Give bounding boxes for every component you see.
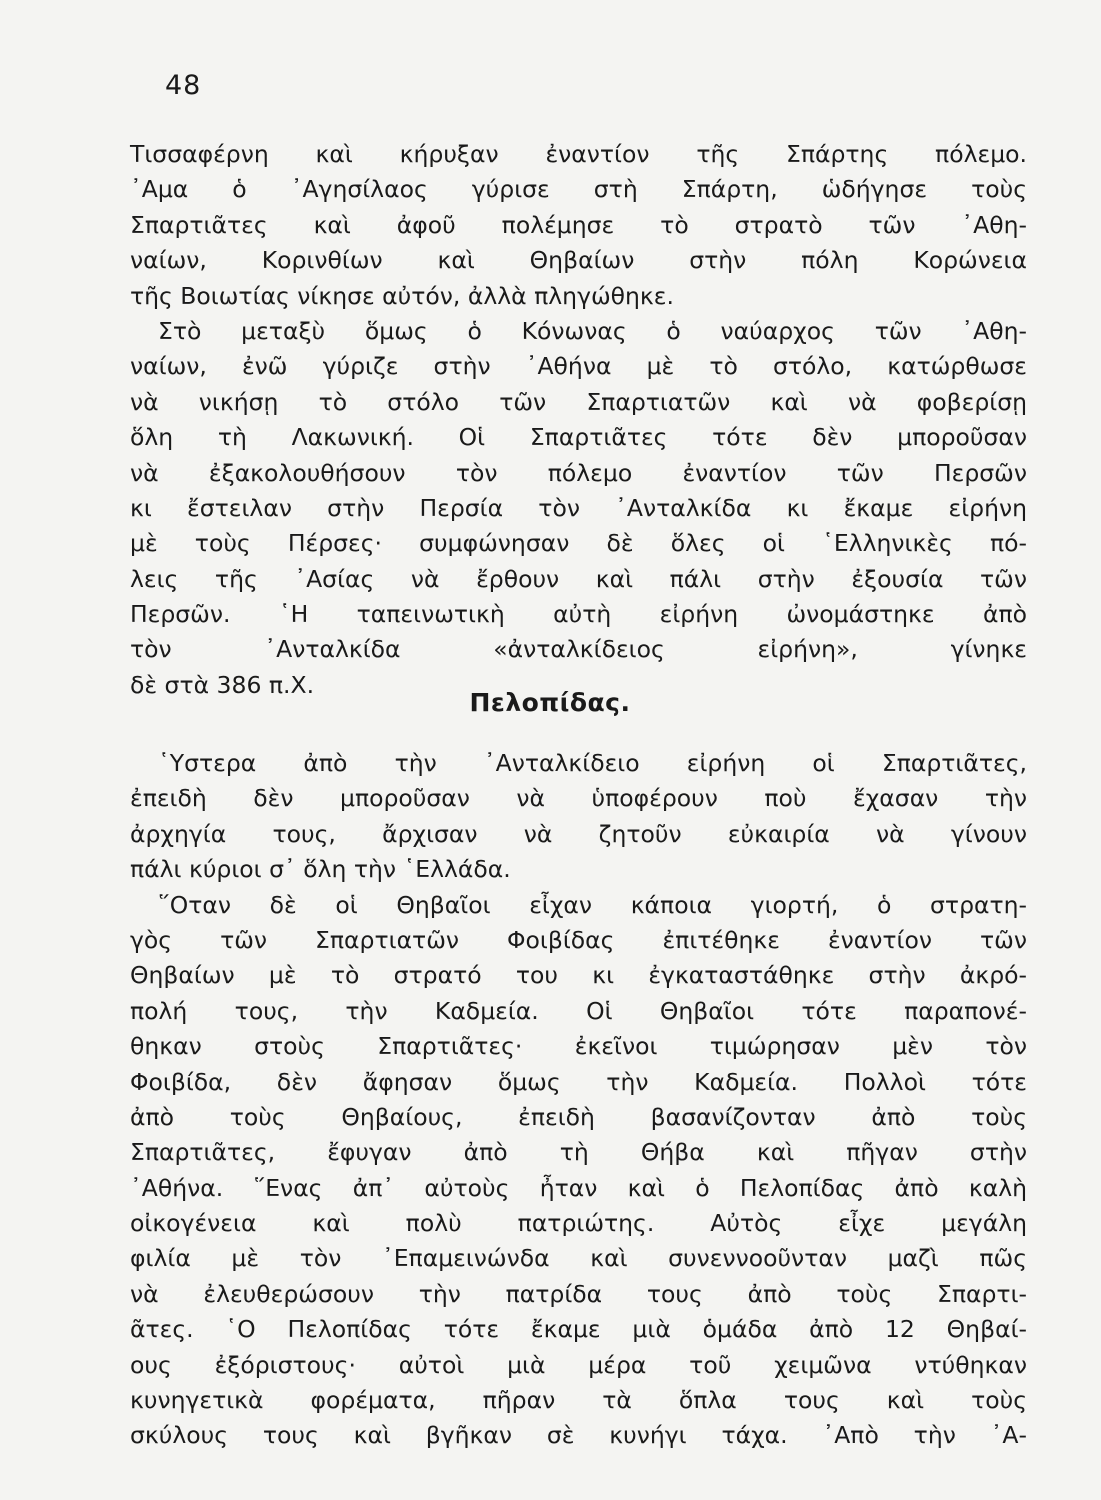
text-line: ἐπειδὴ δὲν μποροῦσαν νὰ ὑποφέρουν ποὺ ἔχασαν τὴν	[130, 784, 1027, 813]
text-line: Σπαρτιᾶτες, ἔφυγαν ἀπὸ τὴ Θήβα καὶ πῆγαν στὴν	[130, 1138, 1027, 1167]
text-line: ᾶτες. ῾Ο Πελοπίδας τότε ἔκαμε μιὰ ὁμάδα ἀπὸ 12 Θηβαί-	[130, 1315, 1027, 1344]
text-line: θηκαν στοὺς Σπαρτιᾶτες· ἐκεῖνοι τιμώρησαν μὲν τὸν	[130, 1032, 1027, 1061]
text-line: Τισσαφέρνη καὶ κήρυξαν ἐναντίον τῆς Σπάρτης πόλεμο.	[130, 140, 1027, 168]
text-line: οἰκογένεια καὶ πολὺ πατριώτης. Αὐτὸς εἶχε μεγάλη	[130, 1209, 1027, 1238]
text-line: τὸν ᾿Ανταλκίδα «ἀνταλκίδειος εἰρήνη», γίνηκε	[130, 635, 1027, 664]
text-line: ᾿Αμα ὁ ᾿Αγησίλαος γύρισε στὴ Σπάρτη, ὡδήγησε τοὺς	[130, 175, 1027, 204]
text-line: ῾Υστερα ἀπὸ τὴν ᾿Ανταλκίδειο εἰρήνη οἱ Σπαρτιᾶτες,	[158, 749, 1027, 777]
text-line: δὲ στὰ 386 π.Χ.	[130, 670, 315, 699]
text-line: κι ἔστειλαν στὴν Περσία τὸν ᾿Ανταλκίδα κι ἔκαμε εἰρήνη	[130, 493, 1027, 522]
text-line: ναίων, ἐνῶ γύριζε στὴν ᾿Αθήνα μὲ τὸ στόλο, κατώρθωσε	[130, 352, 1027, 381]
text-line: μὲ τοὺς Πέρσες· συμφώνησαν δὲ ὅλες οἱ ῾Ελληνικὲς πό-	[130, 529, 1027, 558]
text-line: ἀπὸ τοὺς Θηβαίους, ἐπειδὴ βασανίζονταν ἀπὸ τοὺς	[130, 1102, 1027, 1131]
text-line: ῞Οταν δὲ οἱ Θηβαῖοι εἶχαν κάποια γιορτή, ὁ στρατη-	[158, 890, 1027, 919]
text-line: Θηβαίων μὲ τὸ στρατό του κι ἐγκαταστάθηκε στὴν ἀκρό-	[130, 961, 1027, 990]
text-line: ους ἐξόριστους· αὐτοὶ μιὰ μέρα τοῦ χειμῶνα ντύθηκαν	[130, 1350, 1027, 1379]
page-number: 48	[165, 70, 202, 101]
text-block-1	[130, 137, 1027, 703]
text-line: Σπαρτιᾶτες καὶ ἀφοῦ πολέμησε τὸ στρατὸ τῶν ᾿Αθη-	[130, 210, 1027, 239]
text-line: Φοιβίδα, δὲν ἄφησαν ὅμως τὴν Καδμεία. Πολλοὶ τότε	[130, 1067, 1027, 1096]
text-line: ναίων, Κορινθίων καὶ Θηβαίων στὴν πόλη Κορώνεια	[130, 246, 1027, 275]
text-line: σκύλους τους καὶ βγῆκαν σὲ κυνήγι τάχα. ᾿Απὸ τὴν ᾿Α-	[130, 1421, 1027, 1450]
text-line: πάλι κύριοι σ᾿ ὅλη τὴν ῾Ελλάδα.	[130, 855, 511, 884]
text-line: νὰ ἐλευθερώσουν τὴν πατρίδα τους ἀπὸ τοὺς Σπαρτι-	[130, 1279, 1027, 1308]
text-line: Περσῶν. ῾Η ταπεινωτικὴ αὐτὴ εἰρήνη ὠνομάστηκε ἀπὸ	[130, 600, 1027, 629]
text-line: κυνηγετικὰ φορέματα, πῆραν τὰ ὅπλα τους καὶ τοὺς	[130, 1386, 1027, 1415]
text-line: πολή τους, τὴν Καδμεία. Οἱ Θηβαῖοι τότε παραπονέ-	[130, 996, 1027, 1025]
text-line: νὰ ἐξακολουθήσουν τὸν πόλεμο ἐναντίον τῶν Περσῶν	[130, 458, 1027, 487]
text-line: γὸς τῶν Σπαρτιατῶν Φοιβίδας ἐπιτέθηκε ἐναντίον τῶν	[130, 925, 1027, 954]
text-line: φιλία μὲ τὸν ᾿Επαμεινώνδα καὶ συνεννοοῦνταν μαζὶ πῶς	[130, 1244, 1027, 1273]
text-block-2	[130, 746, 1027, 1454]
section-heading: Πελοπίδας.	[469, 688, 631, 717]
text-line: ἀρχηγία τους, ἄρχισαν νὰ ζητοῦν εὐκαιρία νὰ γίνουν	[130, 819, 1027, 848]
text-line: ὅλη τὴ Λακωνική. Οἱ Σπαρτιᾶτες τότε δὲν μποροῦσαν	[130, 423, 1027, 452]
text-line: Στὸ μεταξὺ ὅμως ὁ Κόνωνας ὁ ναύαρχος τῶν ᾿Αθη-	[158, 316, 1027, 345]
text-line: τῆς Βοιωτίας νίκησε αὐτόν, ἀλλὰ πληγώθηκε.	[130, 281, 674, 310]
text-line: νὰ νικήσῃ τὸ στόλο τῶν Σπαρτιατῶν καὶ νὰ φοβερίσῃ	[130, 387, 1027, 416]
text-line: ᾿Αθήνα. ῞Ενας ἀπ᾿ αὐτοὺς ἦταν καὶ ὁ Πελοπίδας ἀπὸ καλὴ	[130, 1173, 1027, 1202]
text-line: λεις τῆς ᾿Ασίας νὰ ἔρθουν καὶ πάλι στὴν ἐξουσία τῶν	[130, 564, 1027, 593]
